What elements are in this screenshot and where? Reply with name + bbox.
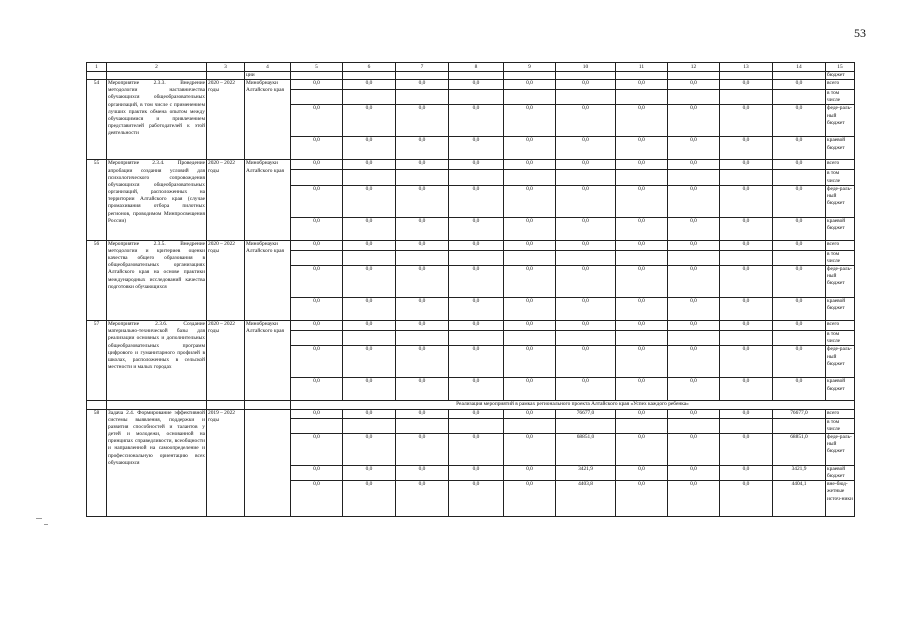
value-cell: 0,0 (504, 298, 556, 321)
value-cell: 0,0 (668, 240, 720, 250)
value-cell: 0,0 (291, 433, 343, 465)
value-cell: 0,0 (668, 321, 720, 331)
value-cell: 0,0 (291, 321, 343, 331)
value-cell: 0,0 (668, 346, 720, 378)
column-number: 8 (449, 63, 504, 72)
funding-source: всего (826, 80, 855, 90)
value-cell: 0,0 (556, 378, 616, 401)
value-cell: 0,0 (556, 346, 616, 378)
value-cell: 0,0 (773, 378, 826, 401)
value-cell: 3421,9 (556, 465, 616, 480)
funding-source: феде-раль-ный бюджет (826, 105, 855, 137)
funding-source: вне-бюд-жетные источ-ники (826, 481, 855, 517)
value-cell: 0,0 (773, 80, 826, 90)
value-cell: 68851,0 (773, 433, 826, 465)
value-cell: 0,0 (449, 298, 504, 321)
value-cell: 3421,9 (773, 465, 826, 480)
value-cell: 0,0 (449, 105, 504, 137)
value-cell: 0,0 (720, 433, 773, 465)
value-cell: 0,0 (720, 80, 773, 90)
value-cell: 0,0 (616, 160, 668, 170)
value-cell: 0,0 (556, 266, 616, 298)
section-title: Реализация мероприятий в рамках регионального проекта Алтайского края «Успех каждого ребенка» (291, 401, 855, 409)
value-cell: 0,0 (668, 465, 720, 480)
value-cell: 0,0 (720, 240, 773, 250)
measure-description: Мероприятие 2.3.4. Проведение апробации создания условий для психологического сопровождения обучающихся общеобразовательных организаций, расположенных на территории Алтайского края (случае промахивания отбора пилотных регионов, проводимом Минпросвещения России) (107, 160, 207, 240)
column-number: 2 (107, 63, 207, 72)
value-cell: 0,0 (773, 185, 826, 217)
column-number: 3 (207, 63, 245, 72)
value-cell: 0,0 (396, 80, 449, 90)
value-cell: 76677,0 (556, 409, 616, 418)
value-cell: 0,0 (720, 481, 773, 517)
value-cell: 0,0 (504, 346, 556, 378)
value-cell: 0,0 (291, 80, 343, 90)
value-cell: 0,0 (668, 266, 720, 298)
value-cell: 0,0 (449, 80, 504, 90)
row-number: 57 (87, 321, 107, 401)
value-cell: 0,0 (773, 266, 826, 298)
page-number: 53 (854, 26, 866, 40)
value-cell: 0,0 (504, 217, 556, 240)
value-cell: 0,0 (343, 137, 396, 160)
value-cell: 0,0 (616, 240, 668, 250)
value-cell: 0,0 (449, 185, 504, 217)
value-cell: 0,0 (343, 266, 396, 298)
value-cell: 0,0 (504, 160, 556, 170)
value-cell: 0,0 (449, 266, 504, 298)
value-cell: 0,0 (343, 217, 396, 240)
value-cell: 0,0 (668, 105, 720, 137)
value-cell: 0,0 (616, 321, 668, 331)
value-cell: 0,0 (720, 409, 773, 418)
carry-text: бюджет (826, 72, 855, 80)
value-cell: 0,0 (291, 105, 343, 137)
implementation-period: 2020 – 2022 годы (207, 80, 245, 160)
implementation-period: 2020 – 2022 годы (207, 160, 245, 240)
value-cell: 0,0 (396, 346, 449, 378)
value-cell: 0,0 (504, 378, 556, 401)
value-cell: 0,0 (616, 105, 668, 137)
value-cell: 0,0 (343, 298, 396, 321)
funding-source: в том числе (826, 418, 855, 433)
value-cell: 0,0 (291, 266, 343, 298)
value-cell: 0,0 (773, 346, 826, 378)
value-cell: 0,0 (343, 105, 396, 137)
value-cell: 0,0 (343, 409, 396, 418)
value-cell: 0,0 (668, 378, 720, 401)
value-cell: 0,0 (720, 137, 773, 160)
value-cell: 0,0 (291, 137, 343, 160)
executor: Минобрнауки Алтайского края (245, 321, 291, 401)
value-cell: 0,0 (668, 433, 720, 465)
executor: Минобрнауки Алтайского края (245, 160, 291, 240)
funding-source: феде-раль-ный бюджет (826, 266, 855, 298)
carry-text: ции (245, 72, 291, 80)
value-cell: 0,0 (449, 217, 504, 240)
value-cell: 0,0 (556, 298, 616, 321)
funding-source: краевой бюджет (826, 298, 855, 321)
value-cell: 0,0 (504, 321, 556, 331)
table-row (87, 240, 855, 250)
value-cell: 0,0 (449, 481, 504, 517)
column-number: 1 (87, 63, 107, 72)
column-number: 15 (826, 63, 855, 72)
executor: Минобрнауки Алтайского края (245, 80, 291, 160)
value-cell: 0,0 (720, 346, 773, 378)
value-cell: 76677,0 (773, 409, 826, 418)
value-cell: 0,0 (396, 185, 449, 217)
value-cell: 0,0 (616, 481, 668, 517)
column-number: 14 (773, 63, 826, 72)
column-number: 4 (245, 63, 291, 72)
table-row (87, 63, 855, 72)
column-number: 10 (556, 63, 616, 72)
funding-source: в том числе (826, 90, 855, 105)
value-cell: 0,0 (504, 481, 556, 517)
value-cell: 0,0 (396, 240, 449, 250)
measure-description: Мероприятие 2.3.3. Внедрение методологии наставничества обучающихся общеобразовательных организаций, в том числе с применением лучших практик обмена опытом между обучающимися и привлечением представителей работодателей к этой деятельности (107, 80, 207, 160)
value-cell: 0,0 (556, 80, 616, 90)
value-cell: 0,0 (343, 465, 396, 480)
value-cell: 0,0 (291, 465, 343, 480)
value-cell: 0,0 (720, 378, 773, 401)
value-cell: 0,0 (668, 217, 720, 240)
measure-description: Мероприятие 2.3.6. Создание материально-технической базы для реализации основных и дополнительных общеобразовательных программ цифрового и гуманитарного профилей в школах, расположенных в сельской местности и малых городах (107, 321, 207, 401)
value-cell: 0,0 (668, 298, 720, 321)
value-cell: 0,0 (720, 105, 773, 137)
value-cell: 0,0 (396, 266, 449, 298)
value-cell: 0,0 (291, 240, 343, 250)
value-cell: 0,0 (396, 105, 449, 137)
table-row (87, 72, 855, 80)
value-cell: 0,0 (616, 185, 668, 217)
value-cell: 0,0 (616, 433, 668, 465)
funding-source: всего (826, 160, 855, 170)
value-cell: 0,0 (396, 465, 449, 480)
value-cell: 0,0 (616, 137, 668, 160)
value-cell: 0,0 (773, 105, 826, 137)
value-cell: 0,0 (343, 160, 396, 170)
implementation-period: 2019 – 2022 годы (207, 409, 245, 517)
value-cell: 0,0 (616, 465, 668, 480)
funding-source: всего (826, 321, 855, 331)
value-cell: 0,0 (504, 409, 556, 418)
value-cell: 0,0 (504, 185, 556, 217)
funding-source: краевой бюджет (826, 217, 855, 240)
table-row (87, 321, 855, 331)
value-cell: 0,0 (556, 217, 616, 240)
value-cell: 0,0 (668, 185, 720, 217)
value-cell: 0,0 (773, 160, 826, 170)
value-cell: 0,0 (773, 217, 826, 240)
value-cell: 0,0 (396, 137, 449, 160)
column-number: 6 (343, 63, 396, 72)
funding-source: в том числе (826, 331, 855, 346)
value-cell: 0,0 (668, 481, 720, 517)
column-number: 9 (504, 63, 556, 72)
value-cell: 0,0 (291, 409, 343, 418)
row-number: 58 (87, 409, 107, 517)
value-cell: 0,0 (616, 217, 668, 240)
column-number: 5 (291, 63, 343, 72)
value-cell: 0,0 (449, 321, 504, 331)
value-cell: 0,0 (449, 378, 504, 401)
value-cell: 0,0 (720, 321, 773, 331)
value-cell: 0,0 (449, 465, 504, 480)
value-cell: 0,0 (449, 433, 504, 465)
funding-source: феде-раль-ный бюджет (826, 433, 855, 465)
value-cell: 0,0 (343, 185, 396, 217)
measure-description: Мероприятие 2.3.5. Внедрение методологии и критериев оценки качества общего образования в общеобразовательных организациях Алтайского края на основе практики международных исследований качества подготовки обучающихся (107, 240, 207, 320)
funding-source: всего (826, 409, 855, 418)
column-number: 13 (720, 63, 773, 72)
value-cell: 0,0 (720, 266, 773, 298)
column-number: 12 (668, 63, 720, 72)
table-row (87, 80, 855, 90)
value-cell: 0,0 (616, 80, 668, 90)
value-cell: 0,0 (720, 217, 773, 240)
value-cell: 0,0 (449, 160, 504, 170)
value-cell: 0,0 (291, 481, 343, 517)
scan-mark (36, 518, 42, 519)
value-cell: 0,0 (449, 346, 504, 378)
implementation-period: 2020 – 2022 годы (207, 240, 245, 320)
value-cell: 0,0 (396, 298, 449, 321)
value-cell: 0,0 (616, 266, 668, 298)
value-cell: 0,0 (773, 137, 826, 160)
value-cell: 0,0 (343, 240, 396, 250)
funding-source: феде-раль-ный бюджет (826, 346, 855, 378)
row-number: 54 (87, 80, 107, 160)
row-number: 55 (87, 160, 107, 240)
value-cell: 0,0 (449, 137, 504, 160)
row-number: 56 (87, 240, 107, 320)
funding-source: краевой бюджет (826, 465, 855, 480)
value-cell: 0,0 (396, 409, 449, 418)
value-cell: 0,0 (556, 105, 616, 137)
funding-source: феде-раль-ный бюджет (826, 185, 855, 217)
value-cell: 0,0 (504, 465, 556, 480)
value-cell: 0,0 (616, 409, 668, 418)
value-cell: 0,0 (343, 378, 396, 401)
value-cell: 0,0 (556, 160, 616, 170)
value-cell: 0,0 (720, 298, 773, 321)
value-cell: 0,0 (616, 298, 668, 321)
value-cell: 0,0 (291, 346, 343, 378)
funding-source: в том числе (826, 250, 855, 265)
value-cell: 4403,8 (556, 481, 616, 517)
funding-source: в том числе (826, 170, 855, 185)
value-cell: 0,0 (773, 240, 826, 250)
value-cell: 0,0 (396, 481, 449, 517)
value-cell: 0,0 (396, 321, 449, 331)
value-cell: 0,0 (668, 137, 720, 160)
value-cell: 0,0 (291, 217, 343, 240)
value-cell: 0,0 (556, 185, 616, 217)
value-cell: 0,0 (668, 80, 720, 90)
executor: Минобрнауки Алтайского края (245, 240, 291, 320)
table-row (87, 409, 855, 418)
value-cell: 0,0 (504, 105, 556, 137)
value-cell: 0,0 (343, 433, 396, 465)
value-cell: 0,0 (668, 409, 720, 418)
value-cell: 0,0 (720, 465, 773, 480)
value-cell: 4404,1 (773, 481, 826, 517)
value-cell: 0,0 (504, 137, 556, 160)
value-cell: 0,0 (556, 240, 616, 250)
value-cell: 0,0 (396, 217, 449, 240)
column-number: 11 (616, 63, 668, 72)
value-cell: 0,0 (556, 321, 616, 331)
task-description: Задача 2.4. Формирование эффективной системы выявления, поддержки и развития способностей и талантов у детей и молодежи, основанной на принципах справедливости, всеобщности и направленной на самоопределение и профессиональную ориентацию всех обучающихся (107, 409, 207, 517)
value-cell: 0,0 (616, 346, 668, 378)
value-cell: 0,0 (504, 266, 556, 298)
value-cell: 68851,0 (556, 433, 616, 465)
value-cell: 0,0 (291, 185, 343, 217)
value-cell: 0,0 (449, 240, 504, 250)
value-cell: 0,0 (343, 481, 396, 517)
value-cell: 0,0 (504, 80, 556, 90)
value-cell: 0,0 (504, 433, 556, 465)
column-number: 7 (396, 63, 449, 72)
value-cell: 0,0 (720, 160, 773, 170)
value-cell: 0,0 (396, 160, 449, 170)
value-cell: 0,0 (291, 160, 343, 170)
value-cell: 0,0 (449, 409, 504, 418)
table-row (87, 401, 855, 409)
value-cell: 0,0 (396, 433, 449, 465)
table-row (87, 160, 855, 170)
implementation-period: 2020 – 2022 годы (207, 321, 245, 401)
scan-mark (44, 524, 48, 525)
value-cell: 0,0 (343, 80, 396, 90)
value-cell: 0,0 (504, 240, 556, 250)
value-cell: 0,0 (773, 321, 826, 331)
value-cell: 0,0 (343, 346, 396, 378)
executor (245, 409, 291, 517)
data-table (86, 62, 855, 517)
value-cell: 0,0 (773, 298, 826, 321)
value-cell: 0,0 (616, 378, 668, 401)
funding-source: всего (826, 240, 855, 250)
funding-source: краевой бюджет (826, 378, 855, 401)
value-cell: 0,0 (291, 298, 343, 321)
value-cell: 0,0 (720, 185, 773, 217)
value-cell: 0,0 (668, 160, 720, 170)
value-cell: 0,0 (291, 378, 343, 401)
funding-source: краевой бюджет (826, 137, 855, 160)
value-cell: 0,0 (556, 137, 616, 160)
value-cell: 0,0 (396, 378, 449, 401)
value-cell: 0,0 (343, 321, 396, 331)
